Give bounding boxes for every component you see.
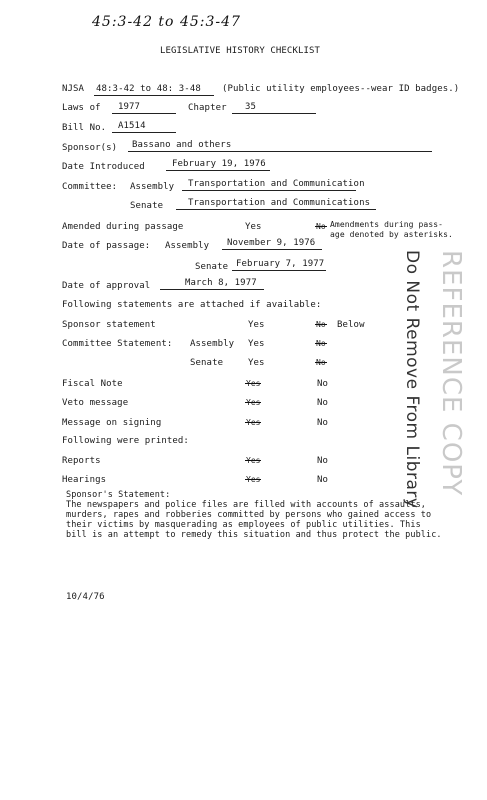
njsa-value: 48:3-42 to 48: 3-48 <box>96 84 201 94</box>
committee-assembly-underline <box>182 190 356 191</box>
amended-note-line1: Amendments during pass- <box>330 220 444 229</box>
passage-senate-underline <box>232 270 326 271</box>
statement-committee-assembly-yes: Yes <box>248 339 265 349</box>
committee-assembly-value: Transportation and Communication <box>188 179 365 189</box>
printed-reports-no: No <box>317 456 329 466</box>
statement-signing-no: No <box>317 418 329 428</box>
attached-heading: Following statements are attached if available: <box>62 300 322 310</box>
amended-note-line2: age denoted by asterisks. <box>330 230 453 239</box>
chapter-value: 35 <box>245 102 257 112</box>
sponsor-value: Bassano and others <box>132 140 232 150</box>
date-of-passage-label: Date of passage: <box>62 241 151 251</box>
sponsor-label: Sponsor(s) <box>62 143 118 153</box>
laws-of-label: Laws of <box>62 103 101 113</box>
printed-heading: Following were printed: <box>62 436 189 446</box>
footer-date: 10/4/76 <box>66 592 105 602</box>
committee-senate-label: Senate <box>130 201 164 211</box>
statement-veto-no: No <box>317 398 329 408</box>
statement-fiscal-yes-struck: Yes <box>246 379 261 388</box>
statement-committee-senate: Senate <box>190 358 224 368</box>
chapter-underline <box>232 113 316 114</box>
statement-committee-senate-no-struck: No <box>316 358 326 367</box>
committee-assembly-label: Assembly <box>130 182 175 192</box>
committee-label: Committee: <box>62 182 118 192</box>
bill-no-underline <box>112 132 176 133</box>
sponsor-underline <box>128 151 432 152</box>
library-stamp <box>380 250 470 509</box>
statement-committee-assembly-no-struck: No <box>316 339 326 348</box>
njsa-underline <box>94 95 214 96</box>
statement-fiscal-label: Fiscal Note <box>62 379 123 389</box>
date-of-approval-label: Date of approval <box>62 281 151 291</box>
bill-no-value: A1514 <box>118 121 146 131</box>
sponsor-statement-line-2: murders, rapes and robberies committed by persons who gained access to <box>66 510 432 520</box>
laws-of-underline <box>112 113 176 114</box>
printed-reports-yes-struck: Yes <box>246 456 261 465</box>
statement-fiscal-no: No <box>317 379 329 389</box>
date-introduced-underline <box>166 170 270 171</box>
stamp-do-not-remove: Do Not Remove From Library <box>402 250 422 509</box>
njsa-description: (Public utility employees--wear ID badges.) <box>222 84 460 94</box>
amended-yes: Yes <box>245 222 262 232</box>
statement-sponsor-extra: Below <box>337 320 365 330</box>
chapter-label: Chapter <box>188 103 227 113</box>
date-of-approval-underline <box>160 289 264 290</box>
sponsor-statement-line-4: bill is an attempt to remedy this situation and thus protect the public. <box>66 530 442 540</box>
passage-senate-label: Senate <box>195 262 229 272</box>
printed-hearings-yes-struck: Yes <box>246 475 261 484</box>
sponsor-statement-line-1: The newspapers and police files are filled with accounts of assaults, <box>66 500 427 510</box>
statement-veto-label: Veto message <box>62 398 129 408</box>
printed-reports-label: Reports <box>62 456 101 466</box>
statement-committee-assembly: Assembly <box>190 339 235 349</box>
statement-committee-senate-yes: Yes <box>248 358 265 368</box>
date-of-approval-value: March 8, 1977 <box>185 278 257 288</box>
printed-hearings-no: No <box>317 475 329 485</box>
statement-sponsor-label: Sponsor statement <box>62 320 156 330</box>
amended-label: Amended during passage <box>62 222 184 232</box>
stamp-reference-copy: REFERENCE COPY <box>436 250 466 497</box>
statement-committee-label: Committee Statement: <box>62 339 173 349</box>
passage-assembly-label: Assembly <box>165 241 210 251</box>
handwritten-header: 45:3-42 to 45:3-47 <box>92 14 241 30</box>
statement-signing-yes-struck: Yes <box>246 418 261 427</box>
njsa-label: NJSA <box>62 84 85 94</box>
date-introduced-value: February 19, 1976 <box>172 159 266 169</box>
passage-senate-value: February 7, 1977 <box>236 259 325 269</box>
statement-signing-label: Message on signing <box>62 418 162 428</box>
passage-assembly-value: November 9, 1976 <box>227 238 316 248</box>
statement-veto-yes-struck: Yes <box>246 398 261 407</box>
sponsor-statement-heading: Sponsor's Statement: <box>66 490 171 500</box>
sponsor-statement-line-3: their victims by masquerading as employees of public utilities. This <box>66 520 421 530</box>
passage-assembly-underline <box>222 249 322 250</box>
date-introduced-label: Date Introduced <box>62 162 145 172</box>
printed-hearings-label: Hearings <box>62 475 107 485</box>
page-title: LEGISLATIVE HISTORY CHECKLIST <box>160 46 321 56</box>
bill-no-label: Bill No. <box>62 123 107 133</box>
committee-senate-value: Transportation and Communications <box>188 198 371 208</box>
statement-sponsor-yes: Yes <box>248 320 265 330</box>
amended-no-struck: No <box>316 222 326 231</box>
statement-sponsor-no-struck: No <box>316 320 326 329</box>
laws-of-value: 1977 <box>118 102 141 112</box>
committee-senate-underline <box>176 209 376 210</box>
